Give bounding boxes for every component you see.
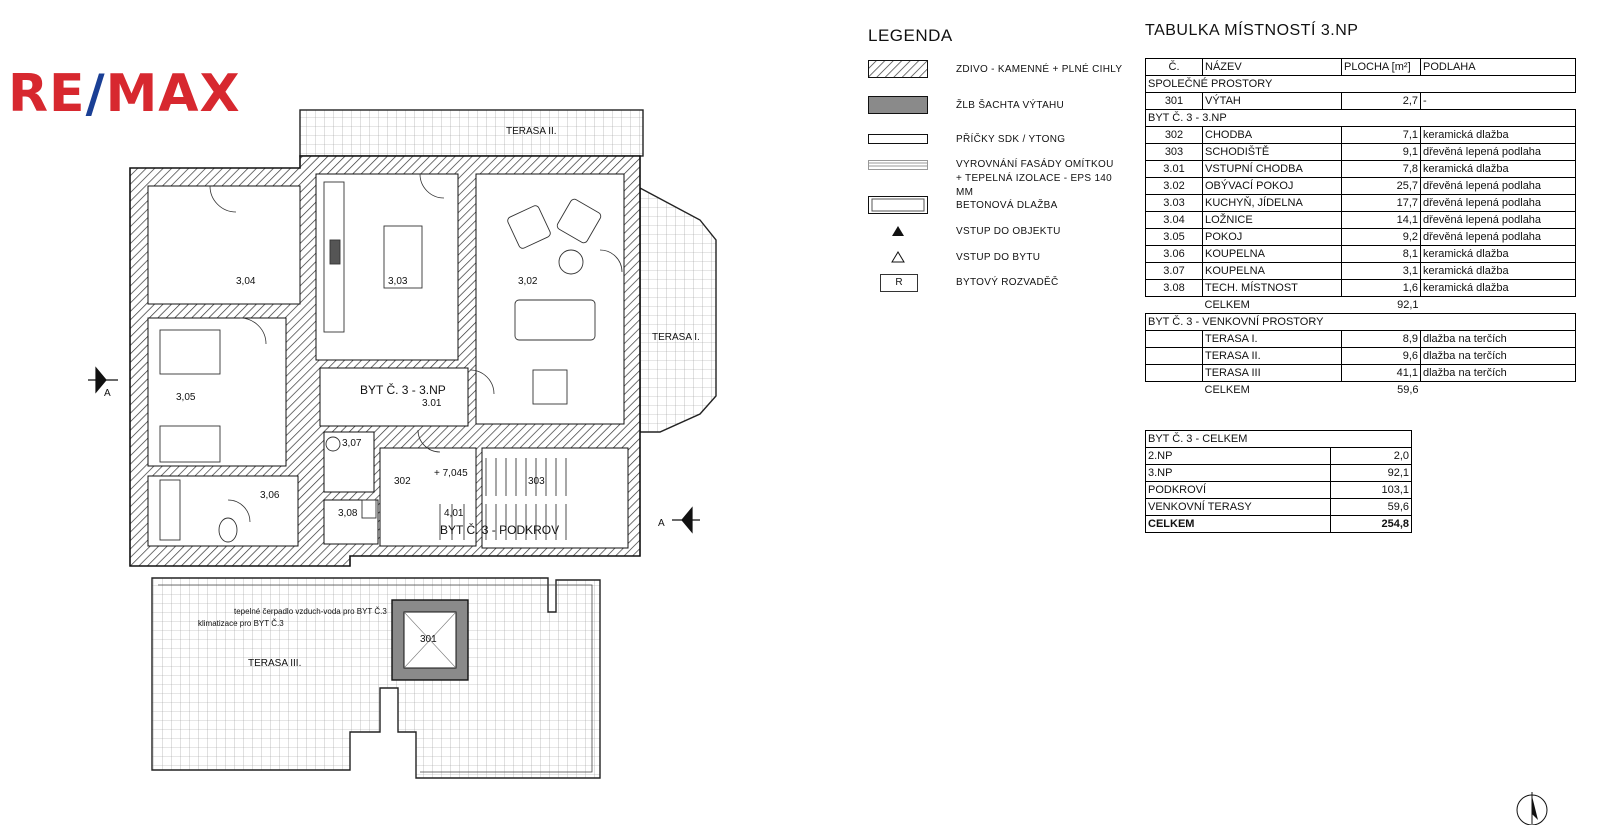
cell-area: 9,2 (1342, 229, 1421, 246)
remax-logo: RE/MAX (8, 64, 241, 124)
summary-value: 59,6 (1331, 499, 1412, 516)
legend-label: PŘÍČKY SDK / YTONG (956, 134, 1066, 145)
table-row (1146, 127, 1576, 144)
cell-name: TERASA II. (1203, 348, 1342, 365)
cell-floor: - (1421, 93, 1576, 110)
room-table-title: TABULKA MÍSTNOSTÍ 3.NP (1145, 22, 1359, 39)
room-label: 301 (420, 634, 437, 645)
legend-label: ZDIVO - KAMENNÉ + PLNÉ CIHLY (956, 64, 1123, 75)
cell-name: POKOJ (1203, 229, 1342, 246)
terrace-3-label: TERASA III. (248, 658, 302, 669)
legend-label: VSTUP DO OBJEKTU (956, 226, 1061, 237)
section-title: BYT Č. 3 - 3.NP (1146, 110, 1576, 127)
cell-area: 9,1 (1342, 144, 1421, 161)
room-label: 3,04 (236, 276, 256, 287)
insulation-icon (868, 160, 928, 170)
section-a-right: A (658, 518, 665, 529)
cell-no (1146, 297, 1203, 314)
table-row (1146, 195, 1576, 212)
cell-name: VSTUPNÍ CHODBA (1203, 161, 1342, 178)
cell-no: 3.04 (1146, 212, 1203, 229)
header-area: PLOCHA [m²] (1342, 59, 1421, 76)
table-row (1146, 178, 1576, 195)
section-row (1146, 314, 1576, 331)
room-label: 3.01 (422, 398, 442, 409)
table-row (1146, 229, 1576, 246)
cell-no: 302 (1146, 127, 1203, 144)
summary-value: 92,1 (1331, 465, 1412, 482)
cell-no: 301 (1146, 93, 1203, 110)
table-header (1146, 59, 1576, 76)
section-row (1146, 76, 1576, 93)
summary-total-value: 254,8 (1331, 516, 1412, 533)
room-label: 302 (394, 476, 411, 487)
summary-name: 3.NP (1146, 465, 1331, 482)
terrace-1-label: TERASA I. (652, 332, 700, 343)
cell-area: 14,1 (1342, 212, 1421, 229)
cell-name: SCHODIŠTĚ (1203, 144, 1342, 161)
cell-floor: keramická dlažba (1421, 127, 1576, 144)
cell-name: LOŽNICE (1203, 212, 1342, 229)
cell-floor: dřevěná lepená podlaha (1421, 212, 1576, 229)
summary-table (1145, 430, 1412, 533)
cell-floor (1421, 297, 1576, 314)
room-label: 3,07 (342, 438, 362, 449)
cell-name: KOUPELNA (1203, 246, 1342, 263)
table-row (1146, 246, 1576, 263)
legend-label: BYTOVÝ ROZVADĚČ (956, 277, 1059, 288)
cell-floor: dřevěná lepená podlaha (1421, 229, 1576, 246)
partition-icon (868, 134, 928, 144)
summary-title: BYT Č. 3 - CELKEM (1146, 431, 1412, 448)
table-row (1146, 465, 1412, 482)
cell-name: TERASA III (1203, 365, 1342, 382)
room-label: 3,02 (518, 276, 538, 287)
table-row (1146, 348, 1576, 365)
summary-total-label: CELKEM (1146, 516, 1331, 533)
table-row (1146, 161, 1576, 178)
cell-name: TECH. MÍSTNOST (1203, 280, 1342, 297)
apartment-label: BYT Č. 3 - 3.NP (360, 383, 446, 397)
cell-floor: keramická dlažba (1421, 280, 1576, 297)
legend-label: BETONOVÁ DLAŽBA (956, 200, 1058, 211)
cell-no: 3.06 (1146, 246, 1203, 263)
total-label: CELKEM (1204, 299, 1250, 311)
table-row (1146, 280, 1576, 297)
room-label: 3,06 (260, 490, 280, 501)
room-label: 303 (528, 476, 545, 487)
cell-no (1146, 331, 1203, 348)
summary-header (1146, 431, 1412, 448)
cell-no: 3.08 (1146, 280, 1203, 297)
cell-area: 1,6 (1342, 280, 1421, 297)
legend-label: VSTUP DO BYTU (956, 252, 1041, 263)
cell-name: VÝTAH (1203, 93, 1342, 110)
terrace-2-label: TERASA II. (506, 126, 557, 137)
terrace-1-area (640, 188, 716, 432)
section-row (1146, 110, 1576, 127)
summary-name: PODKROVÍ (1146, 482, 1331, 499)
cell-no: 303 (1146, 144, 1203, 161)
outer-walls (130, 156, 640, 566)
table-row (1146, 499, 1412, 516)
total-label: CELKEM (1204, 384, 1250, 396)
distribution-board-icon: R (880, 274, 918, 292)
cell-no: 3.07 (1146, 263, 1203, 280)
cell-name: CHODBA (1203, 127, 1342, 144)
cell-floor: dřevěná lepená podlaha (1421, 178, 1576, 195)
cell-name: OBÝVACÍ POKOJ (1203, 178, 1342, 195)
header-name: NÁZEV (1203, 59, 1342, 76)
header-floor: PODLAHA (1421, 59, 1576, 76)
section-a-left: A (104, 388, 111, 399)
masonry-hatch-icon (868, 60, 928, 78)
cell-floor: keramická dlažba (1421, 161, 1576, 178)
cell-name: KOUPELNA (1203, 263, 1342, 280)
cell-no: 3.01 (1146, 161, 1203, 178)
table-row (1146, 212, 1576, 229)
attic-label: BYT Č. 3 - PODKROV (440, 523, 560, 537)
legend-label: ŽLB ŠACHTA VÝTAHU (956, 100, 1065, 111)
table-row (1146, 482, 1412, 499)
total-value: 59,6 (1397, 384, 1419, 396)
cell-no (1146, 382, 1203, 399)
cell-floor: dřevěná lepená podlaha (1421, 195, 1576, 212)
terrace-2-area (300, 110, 643, 156)
room-label: 3,08 (338, 508, 358, 519)
cell-no (1146, 348, 1203, 365)
table-row (1146, 331, 1576, 348)
cell-area: 3,1 (1342, 263, 1421, 280)
cell-area: 9,6 (1342, 348, 1421, 365)
summary-total-row (1146, 516, 1412, 533)
building-entrance-icon (868, 224, 928, 238)
heat-pump-label: tepelné čerpadlo vzduch-voda pro BYT Č.3 (234, 607, 387, 616)
total-value: 92,1 (1397, 299, 1419, 311)
cell-area: 25,7 (1342, 178, 1421, 195)
cell-floor (1421, 382, 1576, 399)
cell-floor: dlažba na terčích (1421, 331, 1576, 348)
cell-name: TERASA I. (1203, 331, 1342, 348)
cell-area: 7,8 (1342, 161, 1421, 178)
cell-area: 8,1 (1342, 246, 1421, 263)
concrete-paving-icon (868, 196, 928, 214)
cell-floor: keramická dlažba (1421, 263, 1576, 280)
cell-area: 8,9 (1342, 331, 1421, 348)
legend-label: VYROVNÁNÍ FASÁDY OMÍTKOU + TEPELNÁ IZOLACE - EPS 140 MM (956, 159, 1114, 198)
total-row (1146, 382, 1576, 399)
header-no: Č. (1146, 59, 1203, 76)
cell-area: 17,7 (1342, 195, 1421, 212)
cell-no (1146, 365, 1203, 382)
summary-value: 103,1 (1331, 482, 1412, 499)
room-label: 3,03 (388, 276, 408, 287)
north-arrow-icon (1512, 790, 1552, 825)
room-label: 3,05 (176, 392, 196, 403)
section-title: BYT Č. 3 - VENKOVNÍ PROSTORY (1146, 314, 1576, 331)
cell-name: KUCHYŇ, JÍDELNA (1203, 195, 1342, 212)
aircon-label: klimatizace pro BYT Č.3 (198, 619, 284, 628)
table-row (1146, 263, 1576, 280)
summary-name: 2.NP (1146, 448, 1331, 465)
table-row (1146, 144, 1576, 161)
cell-area: 7,1 (1342, 127, 1421, 144)
table-row (1146, 365, 1576, 382)
section-title: SPOLEČNÉ PROSTORY (1146, 76, 1576, 93)
cell-floor: keramická dlažba (1421, 246, 1576, 263)
total-row (1146, 297, 1576, 314)
level-mark: + 7,045 (434, 468, 468, 479)
elevator-shaft-icon (868, 96, 928, 114)
cell-floor: dlažba na terčích (1421, 365, 1576, 382)
table-row (1146, 93, 1576, 110)
cell-area: 41,1 (1342, 365, 1421, 382)
table-row (1146, 448, 1412, 465)
summary-value: 2,0 (1331, 448, 1412, 465)
legend-title: LEGENDA (868, 26, 953, 45)
summary-name: VENKOVNÍ TERASY (1146, 499, 1331, 516)
room-table (1145, 58, 1576, 398)
room-label: 4,01 (444, 508, 464, 519)
apartment-entrance-icon (868, 250, 928, 264)
cell-floor: dřevěná lepená podlaha (1421, 144, 1576, 161)
cell-no: 3.05 (1146, 229, 1203, 246)
cell-no: 3.03 (1146, 195, 1203, 212)
cell-area: 2,7 (1342, 93, 1421, 110)
cell-no: 3.02 (1146, 178, 1203, 195)
cell-floor: dlažba na terčích (1421, 348, 1576, 365)
